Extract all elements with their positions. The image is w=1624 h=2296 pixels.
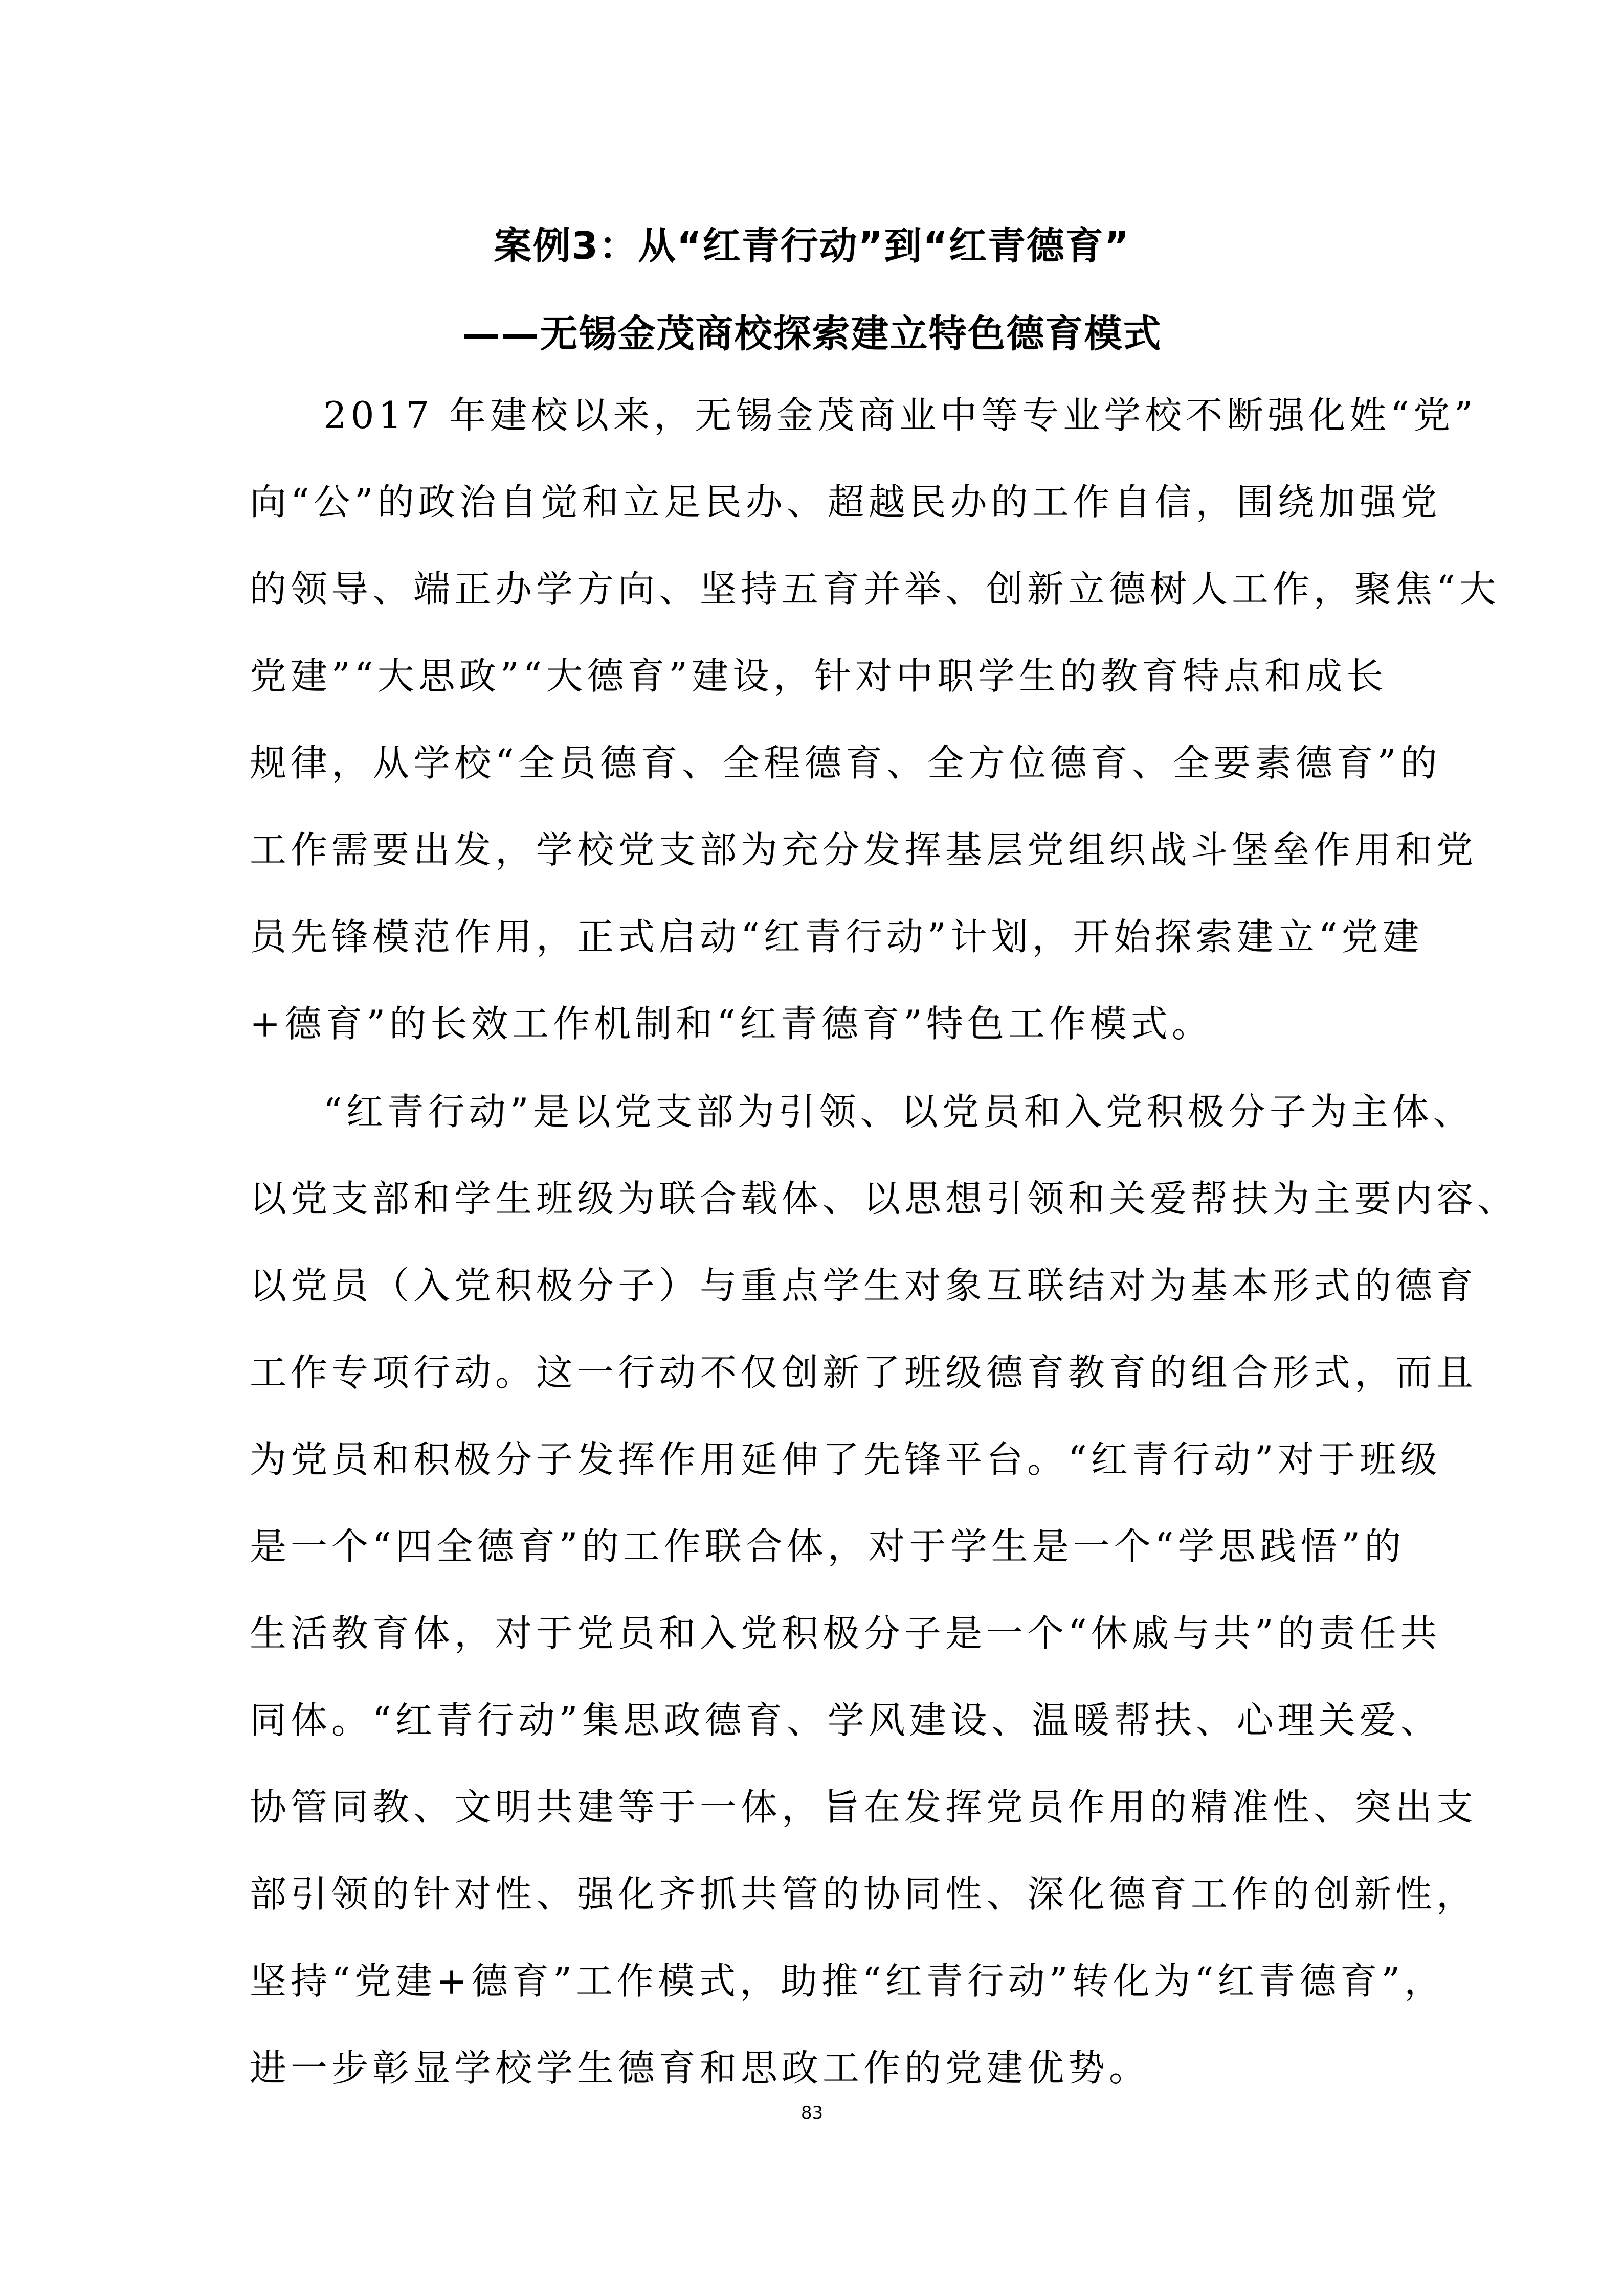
paragraph-2-line-3: 以党员（入党积极分子）与重点学生对象互联结对为基本形式的德育 [250, 1264, 1478, 1307]
paragraph-1-line-2: 向“公”的政治自觉和立足民办、超越民办的工作自信，围绕加强党 [250, 481, 1441, 524]
paragraph-2-line-4: 工作专项行动。这一行动不仅创新了班级德育教育的组合形式，而且 [250, 1351, 1478, 1394]
paragraph-1-line-5: 规律，从学校“全员德育、全程德育、全方位德育、全要素德育”的 [250, 741, 1441, 784]
paragraph-1-line-8: +德育”的长效工作机制和“红青德育”特色工作模式。 [250, 1002, 1213, 1045]
paragraph-2-line-5: 为党员和积极分子发挥作用延伸了先锋平台。“红青行动”对于班级 [250, 1438, 1441, 1481]
paragraph-1-line-1: 2017 年建校以来，无锡金茂商业中等专业学校不断强化姓“党” [323, 394, 1477, 437]
paragraph-1-line-7: 员先锋模范作用，正式启动“红青行动”计划，开始探索建立“党建 [250, 915, 1423, 958]
paragraph-2-line-11: 坚持“党建+德育”工作模式，助推“红青行动”转化为“红青德育”， [250, 1960, 1445, 2002]
document-title: 案例3：从“红青行动”到“红青德育” [494, 224, 1130, 268]
paragraph-2-line-10: 部引领的针对性、强化齐抓共管的协同性、深化德育工作的创新性， [250, 1873, 1478, 1916]
document-subtitle: ——无锡金茂商校探索建立特色德育模式 [462, 312, 1162, 356]
page-number: 83 [800, 2103, 824, 2123]
paragraph-2-line-1: “红青行动”是以党支部为引领、以党员和入党积极分子为主体、 [323, 1090, 1474, 1133]
paragraph-2-line-8: 同体。“红青行动”集思政德育、学风建设、温暖帮扶、心理关爱、 [250, 1699, 1441, 1742]
paragraph-1-line-4: 党建”“大思政”“大德育”建设，针对中职学生的教育特点和成长 [250, 655, 1388, 697]
paragraph-1-line-6: 工作需要出发，学校党支部为充分发挥基层党组织战斗堡垒作用和党 [250, 828, 1478, 871]
paragraph-2-line-2: 以党支部和学生班级为联合载体、以思想引领和关爱帮扶为主要内容、 [250, 1177, 1519, 1220]
paragraph-2-line-12: 进一步彰显学校学生德育和思政工作的党建优势。 [250, 2046, 1150, 2089]
paragraph-2-line-9: 协管同教、文明共建等于一体，旨在发挥党员作用的精准性、突出支 [250, 1786, 1478, 1829]
paragraph-2-line-6: 是一个“四全德育”的工作联合体，对于学生是一个“学思践悟”的 [250, 1525, 1406, 1568]
paragraph-1-line-3: 的领导、端正办学方向、坚持五育并举、创新立德树人工作，聚焦“大 [250, 568, 1500, 611]
paragraph-2-line-7: 生活教育体，对于党员和入党积极分子是一个“休戚与共”的责任共 [250, 1612, 1441, 1655]
